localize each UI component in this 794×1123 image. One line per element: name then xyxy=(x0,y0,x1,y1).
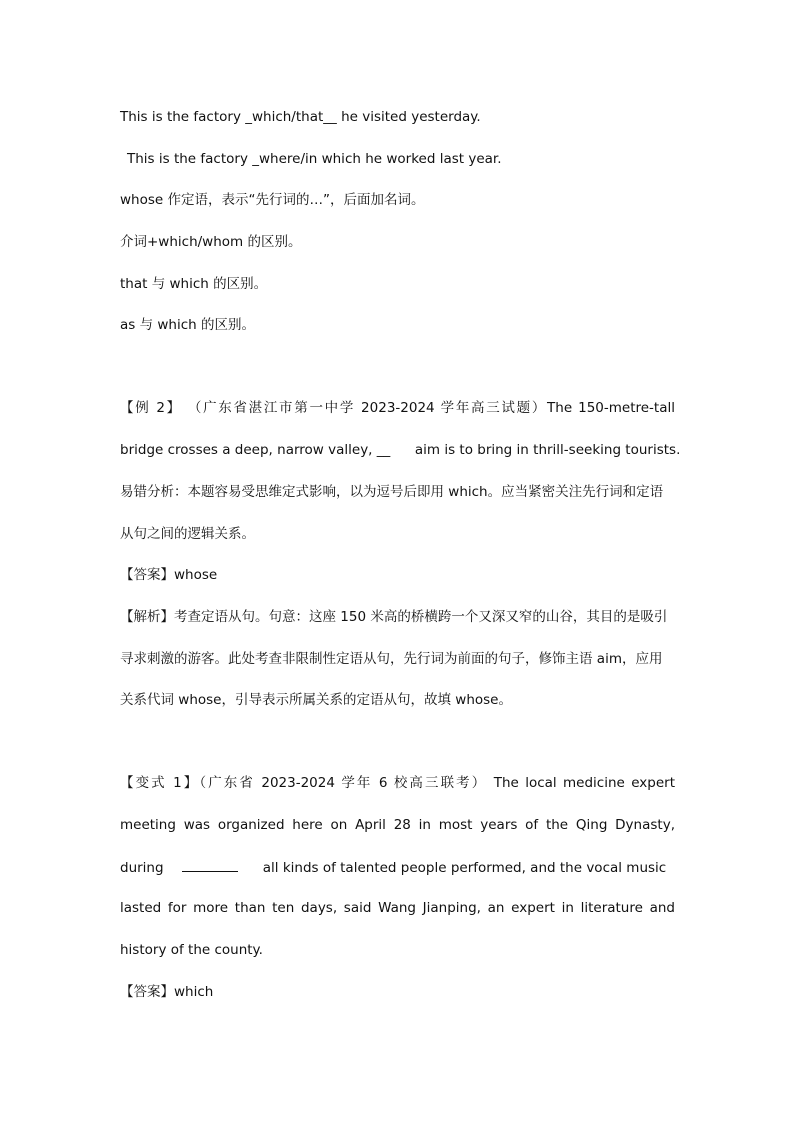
question-text-end: aim is to bring in thrill-seeking tourists. xyxy=(414,442,681,458)
variant-1-answer: 【答案】which xyxy=(120,984,214,1000)
variant-1-line-3 xyxy=(120,857,675,878)
answer-blank: __ xyxy=(376,442,391,458)
analysis-line-1: 【解析】考查定语从句。句意：这座 150 米高的桥横跨一个又深又窄的山谷，其目的是吸引 xyxy=(120,609,668,625)
example-2-question-line xyxy=(120,440,681,460)
intro-line-6: as 与 which 的区别。 xyxy=(120,317,256,333)
variant-1-line-2: meeting was organized here on April 28 in most years of the Qing Dynasty, xyxy=(120,817,675,833)
intro-line-5: that 与 which 的区别。 xyxy=(120,276,268,292)
intro-line-3: whose 作定语，表示“先行词的…”，后面加名词。 xyxy=(120,192,425,208)
variant-1-line-4: lasted for more than ten days, said Wang Jianping, an expert in literature and xyxy=(120,900,675,916)
analysis-line-2: 寻求刺激的游客。此处考查非限制性定语从句，先行词为前面的句子，修饰主语 aim，应用 xyxy=(120,651,663,667)
variant-1-line-5: history of the county. xyxy=(120,942,263,958)
variant-1-header: 【变式 1】（广东省 2023-2024 学年 6 校高三联考） The local medicine expert xyxy=(120,775,675,791)
answer-blank-line xyxy=(182,857,238,872)
example-2-header: 【例 2】 （广东省湛江市第一中学 2023-2024 学年高三试题）The 150-metre-tall xyxy=(120,400,675,416)
question-text-start: bridge crosses a deep, narrow valley, xyxy=(120,442,373,458)
intro-line-2: This is the factory _where/in which he worked last year. xyxy=(127,151,502,167)
error-analysis-line-2: 从句之间的逻辑关系。 xyxy=(120,526,255,542)
variant-text-start: during xyxy=(120,860,164,876)
intro-line-1: This is the factory _which/that__ he visited yesterday. xyxy=(120,109,481,125)
analysis-line-3: 关系代词 whose，引导表示所属关系的定语从句，故填 whose。 xyxy=(120,692,512,708)
error-analysis-line-1: 易错分析：本题容易受思维定式影响，以为逗号后即用 which。应当紧密关注先行词和定语 xyxy=(120,484,664,500)
variant-text-end: all kinds of talented people performed, and the vocal music xyxy=(262,860,667,876)
intro-line-4: 介词+which/whom 的区别。 xyxy=(120,234,302,250)
example-2-answer: 【答案】whose xyxy=(120,567,218,583)
